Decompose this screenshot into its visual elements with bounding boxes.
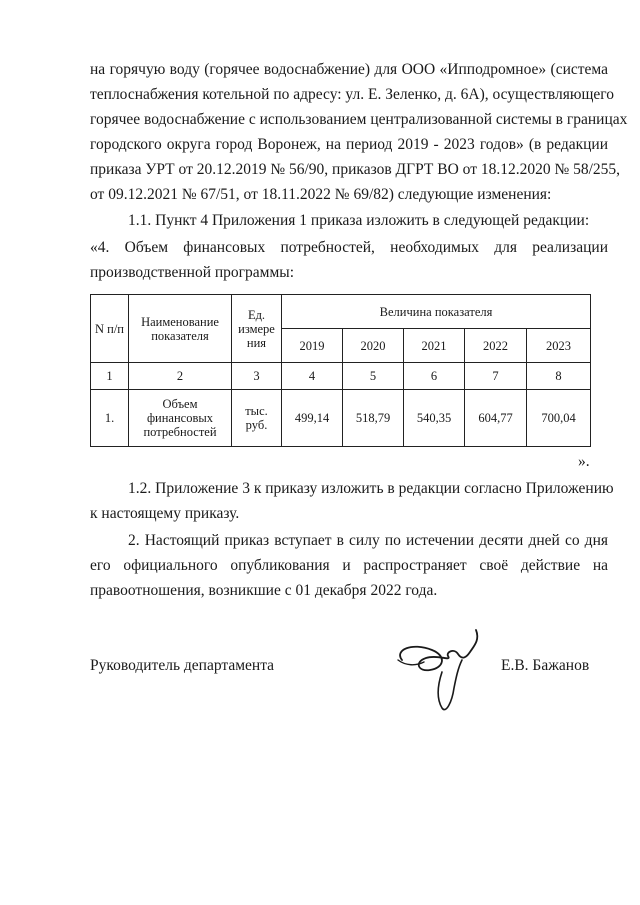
- text-line-3: горячее водоснабжение с использованием централизованной системы в границах: [90, 111, 628, 128]
- col-number-cell: 2: [129, 363, 232, 390]
- text-line-9: производственной программы:: [90, 264, 295, 281]
- text-line-1: на горячую воду (горячее водоснабжение) для ООО «Ипподромное» (система: [90, 61, 608, 78]
- row-name: Объем финансовых потребностей: [129, 390, 232, 447]
- text-line-7: 1.1. Пункт 4 Приложения 1 приказа изложить в следующей редакции:: [128, 212, 590, 229]
- table-row: [91, 390, 591, 447]
- year-cell: 2021: [404, 329, 465, 363]
- text-line-4: городского округа город Воронеж, на период 2019 - 2023 годов» (в редакции: [90, 136, 608, 153]
- year-cell: 2023: [527, 329, 591, 363]
- value-cell: 604,77: [465, 390, 527, 447]
- col-number-cell: 1: [91, 363, 129, 390]
- row-num: 1.: [91, 390, 129, 447]
- year-cell: 2019: [282, 329, 343, 363]
- paragraph-1-2-line-1: 1.2. Приложение 3 к приказу изложить в редакции согласно Приложению: [128, 480, 614, 497]
- signatory-name: Е.В. Бажанов: [501, 657, 590, 674]
- col-number-cell: 6: [404, 363, 465, 390]
- value-cell: 540,35: [404, 390, 465, 447]
- table-header-row: [91, 295, 591, 329]
- text-line-8: «4. Объем финансовых потребностей, необходимых для реализации: [90, 239, 608, 256]
- paragraph-2-line-2: его официального опубликования и распространяет своё действие на: [90, 557, 608, 574]
- paragraph-1-2-line-2: к настоящему приказу.: [90, 505, 240, 522]
- text-line-2: теплоснабжения котельной по адресу: ул. Е. Зеленко, д. 6А), осуществляющего: [90, 86, 614, 103]
- year-cell: 2020: [343, 329, 404, 363]
- paragraph-2-line-1: 2. Настоящий приказ вступает в силу по истечении десяти дней со дня: [128, 532, 608, 549]
- value-cell: 499,14: [282, 390, 343, 447]
- row-unit: тыс. руб.: [232, 390, 282, 447]
- text-line-6: от 09.12.2021 № 67/51, от 18.11.2022 № 69/82) следующие изменения:: [90, 186, 552, 203]
- closing-quote: ».: [578, 453, 590, 470]
- value-cell: 700,04: [527, 390, 591, 447]
- header-num: N п/п: [91, 295, 129, 363]
- signature-label: Руководитель департамента: [90, 657, 275, 674]
- header-name: Наименование показателя: [129, 295, 232, 363]
- header-unit: Ед. измере ния: [232, 295, 282, 363]
- col-number-cell: 7: [465, 363, 527, 390]
- col-number-cell: 8: [527, 363, 591, 390]
- text-line-5: приказа УРТ от 20.12.2019 № 56/90, приказов ДГРТ ВО от 18.12.2020 № 58/255,: [90, 161, 621, 178]
- handwritten-signature: [392, 622, 492, 722]
- col-number-cell: 4: [282, 363, 343, 390]
- col-number-cell: 5: [343, 363, 404, 390]
- value-cell: 518,79: [343, 390, 404, 447]
- year-cell: 2022: [465, 329, 527, 363]
- col-number-cell: 3: [232, 363, 282, 390]
- header-value: Величина показателя: [282, 295, 591, 329]
- financial-needs-table: [90, 294, 591, 447]
- paragraph-2-line-3: правоотношения, возникшие с 01 декабря 2022 года.: [90, 582, 438, 599]
- table-column-numbers-row: [91, 363, 591, 390]
